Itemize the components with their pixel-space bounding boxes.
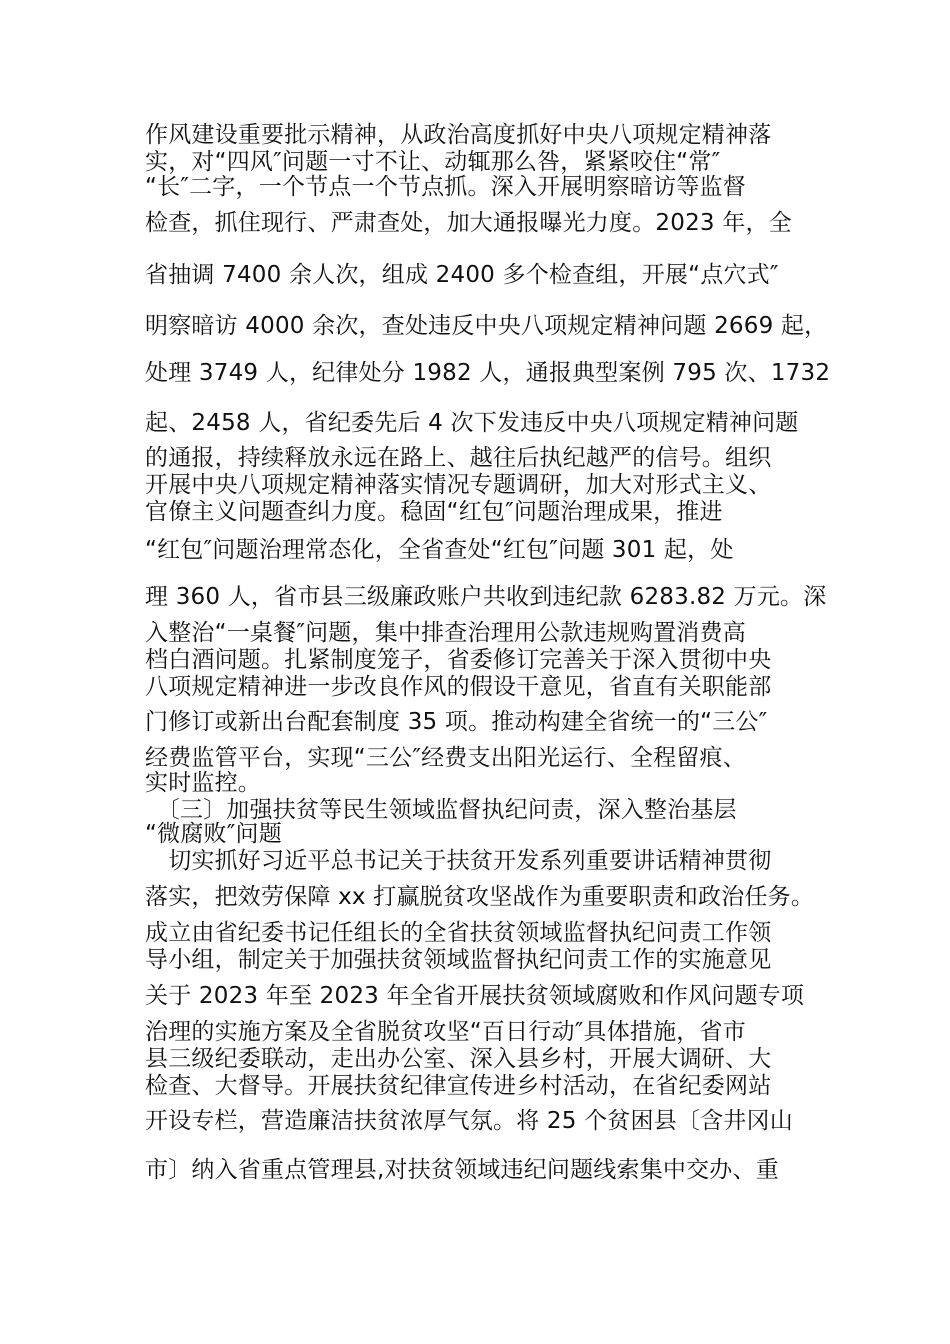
text-line: 切实抓好习近平总书记关于扶贫开发系列重要讲话精神贯彻 xyxy=(145,848,772,874)
text-line: “长″二字，一个节点一个节点抓。深入开展明察暗访等监督 xyxy=(145,174,746,200)
text-line: 经费监管平台，实现“三公″经费支出阳光运行、全程留痕、 xyxy=(145,745,746,771)
text-line: 县三级纪委联动，走出办公室、深入县乡村，开展大调研、大 xyxy=(145,1046,772,1072)
text-line: 处理 3749 人，纪律处分 1982 人，通报典型案例 795 次、1732 xyxy=(145,360,831,386)
text-line: 作风建设重要批示精神，从政治高度抓好中央八项规定精神落 xyxy=(145,122,772,148)
text-line: 实，对“四风″问题一寸不让、动辄那么咎，紧紧咬住“常″ xyxy=(145,149,721,175)
text-line: 成立由省纪委书记任组长的全省扶贫领域监督执纪问责工作领 xyxy=(145,920,772,946)
text-line: 落实，把效劳保障 xx 打赢脱贫攻坚战作为重要职责和政治任务。 xyxy=(145,884,815,910)
text-line: 导小组，制定关于加强扶贫领域监督执纪问责工作的实施意见 xyxy=(145,947,772,973)
text-line: 检查、大督导。开展扶贫纪律宣传进乡村活动，在省纪委网站 xyxy=(145,1073,772,1099)
section-heading: “微腐败″问题 xyxy=(145,821,282,847)
text-line: 起、2458 人，省纪委先后 4 次下发违反中央八项规定精神问题 xyxy=(145,410,799,436)
text-line: “红包″问题治理常态化，全省查处“红包″问题 301 起，处 xyxy=(145,537,734,563)
text-line: 省抽调 7400 余人次，组成 2400 多个检查组，开展“点穴式″ xyxy=(145,262,779,288)
section-heading: 〔三〕加强扶贫等民生领域监督执纪问责，深入整治基层 xyxy=(145,797,737,823)
text-line: 八项规定精神进一步改良作风的假设干意见，省直有关职能部 xyxy=(145,674,772,700)
text-line: 门修订或新出台配套制度 35 项。推动构建全省统一的“三公″ xyxy=(145,709,768,735)
text-line: 检查，抓住现行、严肃查处，加大通报曝光力度。2023 年，全 xyxy=(145,210,792,236)
text-line: 档白酒问题。扎紧制度笼子，省委修订完善关于深入贯彻中央 xyxy=(145,647,772,673)
text-line: 的通报，持续释放永远在路上、越往后执纪越严的信号。组织 xyxy=(145,445,772,471)
text-line: 实时监控。 xyxy=(145,770,261,796)
text-line: 官僚主义问题查纠力度。稳固“红包″问题治理成果，推进 xyxy=(145,499,723,525)
text-line: 入整治“一桌餐″问题，集中排查治理用公款违规购置消费高 xyxy=(145,620,746,646)
text-line: 关于 2023 年至 2023 年全省开展扶贫领域腐败和作风问题专项 xyxy=(145,983,805,1009)
text-line: 市〕纳入省重点管理县,对扶贫领域违纪问题线索集中交办、重 xyxy=(145,1157,779,1183)
text-line: 明察暗访 4000 余次，查处违反中央八项规定精神问题 2669 起， xyxy=(145,313,828,339)
text-line: 理 360 人，省市县三级廉政账户共收到违纪款 6283.82 万元。深 xyxy=(145,584,827,610)
text-line: 治理的实施方案及全省脱贫攻坚“百日行动″具体措施，省市 xyxy=(145,1019,746,1045)
text-line: 开展中央八项规定精神落实情况专题调研，加大对形式主义、 xyxy=(145,472,772,498)
text-line: 开设专栏，营造廉洁扶贫浓厚气氛。将 25 个贫困县〔含井冈山 xyxy=(145,1108,793,1134)
